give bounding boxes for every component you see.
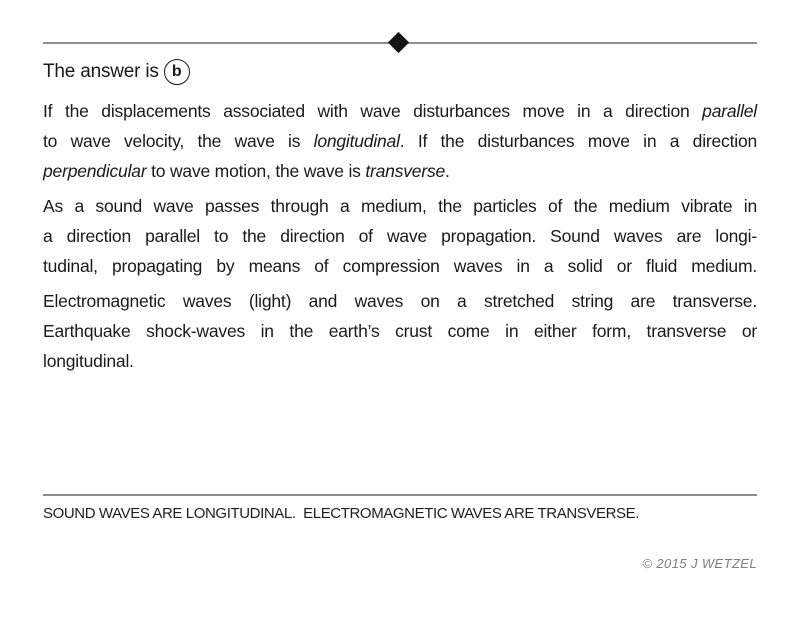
text-line (43, 96, 757, 126)
paragraph-em-waves (43, 286, 757, 376)
text-segment: tudinal, propagating by means of compression waves in a solid or fluid medium. (43, 256, 757, 276)
text-line (43, 286, 757, 316)
summary-line: SOUND WAVES ARE LONGITUDINAL. ELECTROMAGNETIC WAVES ARE TRANSVERSE. (43, 505, 639, 522)
answer-letter: b (171, 63, 182, 80)
text-line (43, 251, 757, 281)
text-line (43, 221, 757, 251)
text-segment-italic: longitudinal (313, 131, 400, 151)
text-segment: to wave motion, the wave is (146, 161, 366, 181)
paragraph-sound-waves (43, 191, 757, 281)
text-segment-italic: parallel (702, 101, 757, 121)
text-segment: to wave velocity, the wave is (43, 131, 314, 151)
diamond-icon (388, 32, 409, 53)
text-line (43, 346, 757, 376)
text-segment: As a sound wave passes through a medium, the particles of the medium vibrate in (43, 196, 757, 216)
text-segment: longitudinal. (43, 351, 134, 371)
answer-letter-circle (164, 59, 190, 85)
text-segment-italic: perpendicular (43, 161, 147, 181)
text-segment: Earthquake shock-waves in the earth’s crust come in either form, transverse or (43, 321, 757, 341)
text-segment: If the displacements associated with wave disturbances move in a direction (43, 101, 703, 121)
text-line (43, 191, 757, 221)
explanation-text (43, 96, 757, 381)
answer-prefix: The answer is (43, 61, 159, 82)
bottom-divider (43, 494, 757, 496)
text-segment-italic: transverse (365, 161, 446, 181)
answer-statement (43, 57, 190, 87)
text-segment: . If the disturbances move in a direction (399, 131, 758, 151)
text-line (43, 156, 757, 186)
copyright: © 2015 J WETZEL (642, 556, 757, 571)
text-segment: . (445, 161, 450, 181)
text-line (43, 316, 757, 346)
paragraph-definitions (43, 96, 757, 186)
text-segment: a direction parallel to the direction of wave propagation. Sound waves are longi- (43, 226, 757, 246)
text-segment: Electromagnetic waves (light) and waves on a stretched string are transverse. (43, 291, 757, 311)
text-line (43, 126, 757, 156)
